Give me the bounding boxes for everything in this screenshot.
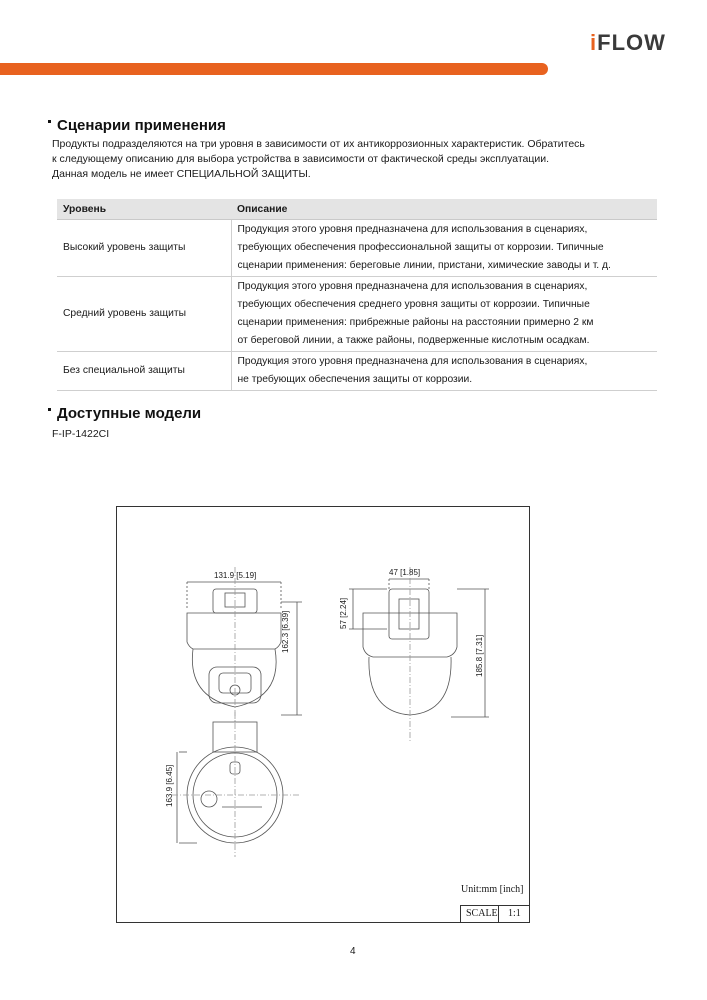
paragraph-line: Данная модель не имеет СПЕЦИАЛЬНОЙ ЗАЩИТЫ. [52, 168, 311, 180]
dim-height-side: 185.8 [7.31] [475, 634, 484, 677]
scale-value: 1:1 [508, 908, 521, 919]
description-line: сценарии применения: береговые линии, пристани, химические заводы и т. д. [237, 260, 611, 271]
scale-divider [498, 905, 499, 923]
logo-prefix: i [590, 30, 598, 55]
column-header-level: Уровень [57, 199, 231, 220]
scale-box [460, 905, 530, 923]
dimension-drawing-svg [117, 507, 531, 924]
bullet-square-icon [48, 408, 51, 411]
header-accent-bar [0, 63, 548, 75]
level-cell: Высокий уровень защиты [57, 220, 231, 277]
paragraph-line: Продукты подразделяются на три уровня в зависимости от их антикоррозионных характеристик. Обратитесь [52, 138, 585, 150]
level-cell: Без специальной защиты [57, 352, 231, 391]
table-row [57, 220, 657, 277]
dim-width-front: 131.9 [5.19] [214, 571, 257, 580]
technical-drawing [116, 506, 530, 923]
dim-height-top: 163.9 [6.45] [165, 764, 174, 807]
description-line: не требующих обеспечения защиты от коррозии. [237, 374, 473, 385]
side-view [349, 567, 489, 742]
description-line: Продукция этого уровня предназначена для использования в сценариях, [237, 281, 588, 292]
section-title: Сценарии применения [57, 117, 226, 134]
table-row [57, 352, 657, 391]
table-row [57, 277, 657, 352]
section-title: Доступные модели [57, 405, 202, 422]
description-line: сценарии применения: прибрежные районы на расстоянии примерно 2 км [237, 317, 594, 328]
unit-label: Unit:mm [inch] [461, 884, 524, 895]
bullet-square-icon [48, 120, 51, 123]
description-line: Продукция этого уровня предназначена для использования в сценариях, [237, 224, 588, 235]
logo-text: FLOW [597, 30, 666, 55]
description-line: Продукция этого уровня предназначена для использования в сценариях, [237, 356, 588, 367]
table-header-row [57, 199, 657, 220]
level-cell: Средний уровень защиты [57, 277, 231, 352]
description-cell [231, 352, 657, 391]
description-line: от береговой линии, а также районы, подверженные кислотным осадкам. [237, 335, 590, 346]
model-name: F-IP-1422CI [52, 428, 110, 440]
paragraph-line: к следующему описанию для выбора устройства в зависимости от фактической среды эксплуатации. [52, 153, 550, 165]
section-heading-models [48, 405, 201, 422]
scenarios-paragraph [52, 137, 652, 182]
dim-small-side: 57 [2.24] [339, 597, 348, 629]
column-header-description: Описание [231, 199, 657, 220]
dim-height-front: 162.3 [6.39] [281, 610, 290, 653]
description-cell [231, 220, 657, 277]
dim-width-side: 47 [1.85] [389, 568, 421, 577]
top-view [172, 712, 299, 857]
description-line: требующих обеспечения среднего уровня защиты от коррозии. Типичные [237, 299, 590, 310]
description-line: требующих обеспечения профессиональной защиты от коррозии. Типичные [237, 242, 604, 253]
description-cell [231, 277, 657, 352]
section-heading-scenarios [48, 117, 226, 134]
brand-logo [590, 30, 666, 56]
page-number: 4 [350, 946, 356, 957]
scale-label: SCALE [466, 908, 498, 919]
protection-levels-table [57, 199, 657, 391]
